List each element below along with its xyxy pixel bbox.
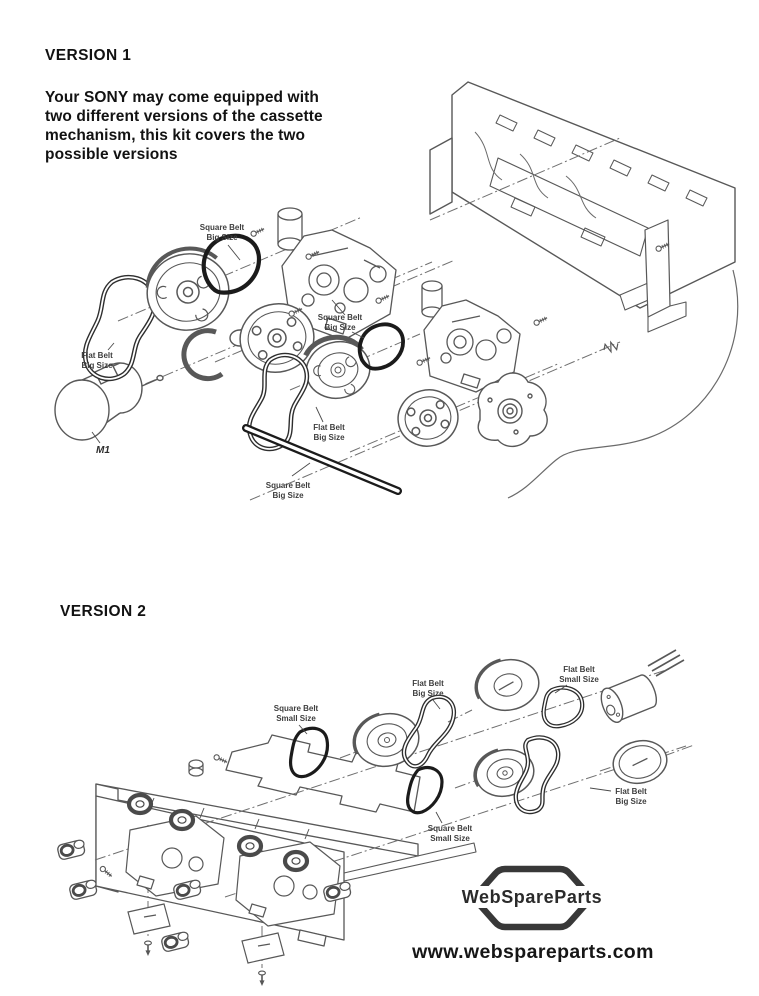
flywheel-large-3 <box>392 384 464 453</box>
description-line: possible versions <box>45 146 178 163</box>
part-label-flat-belt-big-2 <box>590 787 647 806</box>
website-url: www.webspareparts.com <box>412 941 654 963</box>
webspareparts-logo <box>450 869 614 927</box>
svg-text:Big Size: Big Size <box>324 323 356 332</box>
version2-diagram <box>0 640 759 996</box>
svg-text:Big Size: Big Size <box>206 233 238 242</box>
part-label-flat-belt-small-1 <box>555 665 599 693</box>
version2-heading: VERSION 2 <box>60 603 147 620</box>
flat-belt-big-bottom <box>516 737 558 812</box>
motor-m1 <box>55 363 163 440</box>
description-line: two different versions of the cassette <box>45 108 323 125</box>
svg-text:Flat Belt: Flat Belt <box>615 787 647 796</box>
part-label-flat-belt-2 <box>313 407 345 442</box>
svg-text:Flat Belt: Flat Belt <box>563 665 595 674</box>
flat-belt-small <box>544 688 583 727</box>
part-label-square-belt-small-2 <box>428 812 473 843</box>
flat-disc-pulley <box>609 736 671 788</box>
svg-text:Big Size: Big Size <box>615 797 647 806</box>
logo-text: WebSpareParts <box>461 887 603 907</box>
svg-text:M1: M1 <box>96 445 110 456</box>
svg-text:Small Size: Small Size <box>276 714 316 723</box>
svg-text:Square Belt: Square Belt <box>317 313 363 322</box>
svg-text:Square Belt: Square Belt <box>199 223 245 232</box>
svg-text:Small Size: Small Size <box>430 834 470 843</box>
part-label-flat-belt-big-1 <box>412 679 444 709</box>
rear-chassis-panel <box>430 82 735 332</box>
motor-mount-plate <box>478 373 547 446</box>
version1-diagram <box>0 70 759 510</box>
svg-text:Flat Belt: Flat Belt <box>412 679 444 688</box>
standoff-bolt <box>189 760 203 776</box>
svg-text:Big Size: Big Size <box>272 491 304 500</box>
svg-text:Flat Belt: Flat Belt <box>81 351 113 360</box>
svg-text:Square Belt: Square Belt <box>427 824 473 833</box>
svg-text:Small Size: Small Size <box>559 675 599 684</box>
description-line: Your SONY may come equipped with <box>45 89 319 106</box>
drum-pulley-1 <box>472 654 543 716</box>
svg-text:Square Belt: Square Belt <box>273 704 319 713</box>
description-line: mechanism, this kit covers the two <box>45 127 306 144</box>
version1-heading: VERSION 1 <box>45 47 132 64</box>
flywheel-large-1 <box>138 240 237 338</box>
motor <box>597 650 684 725</box>
svg-text:Big Size: Big Size <box>81 361 113 370</box>
svg-text:Big Size: Big Size <box>313 433 345 442</box>
svg-text:Big Size: Big Size <box>412 689 444 698</box>
part-label-motor-m1 <box>92 432 110 456</box>
svg-text:Flat Belt: Flat Belt <box>313 423 345 432</box>
part-label-square-belt-3 <box>266 463 311 500</box>
svg-text:Square Belt: Square Belt <box>265 481 311 490</box>
